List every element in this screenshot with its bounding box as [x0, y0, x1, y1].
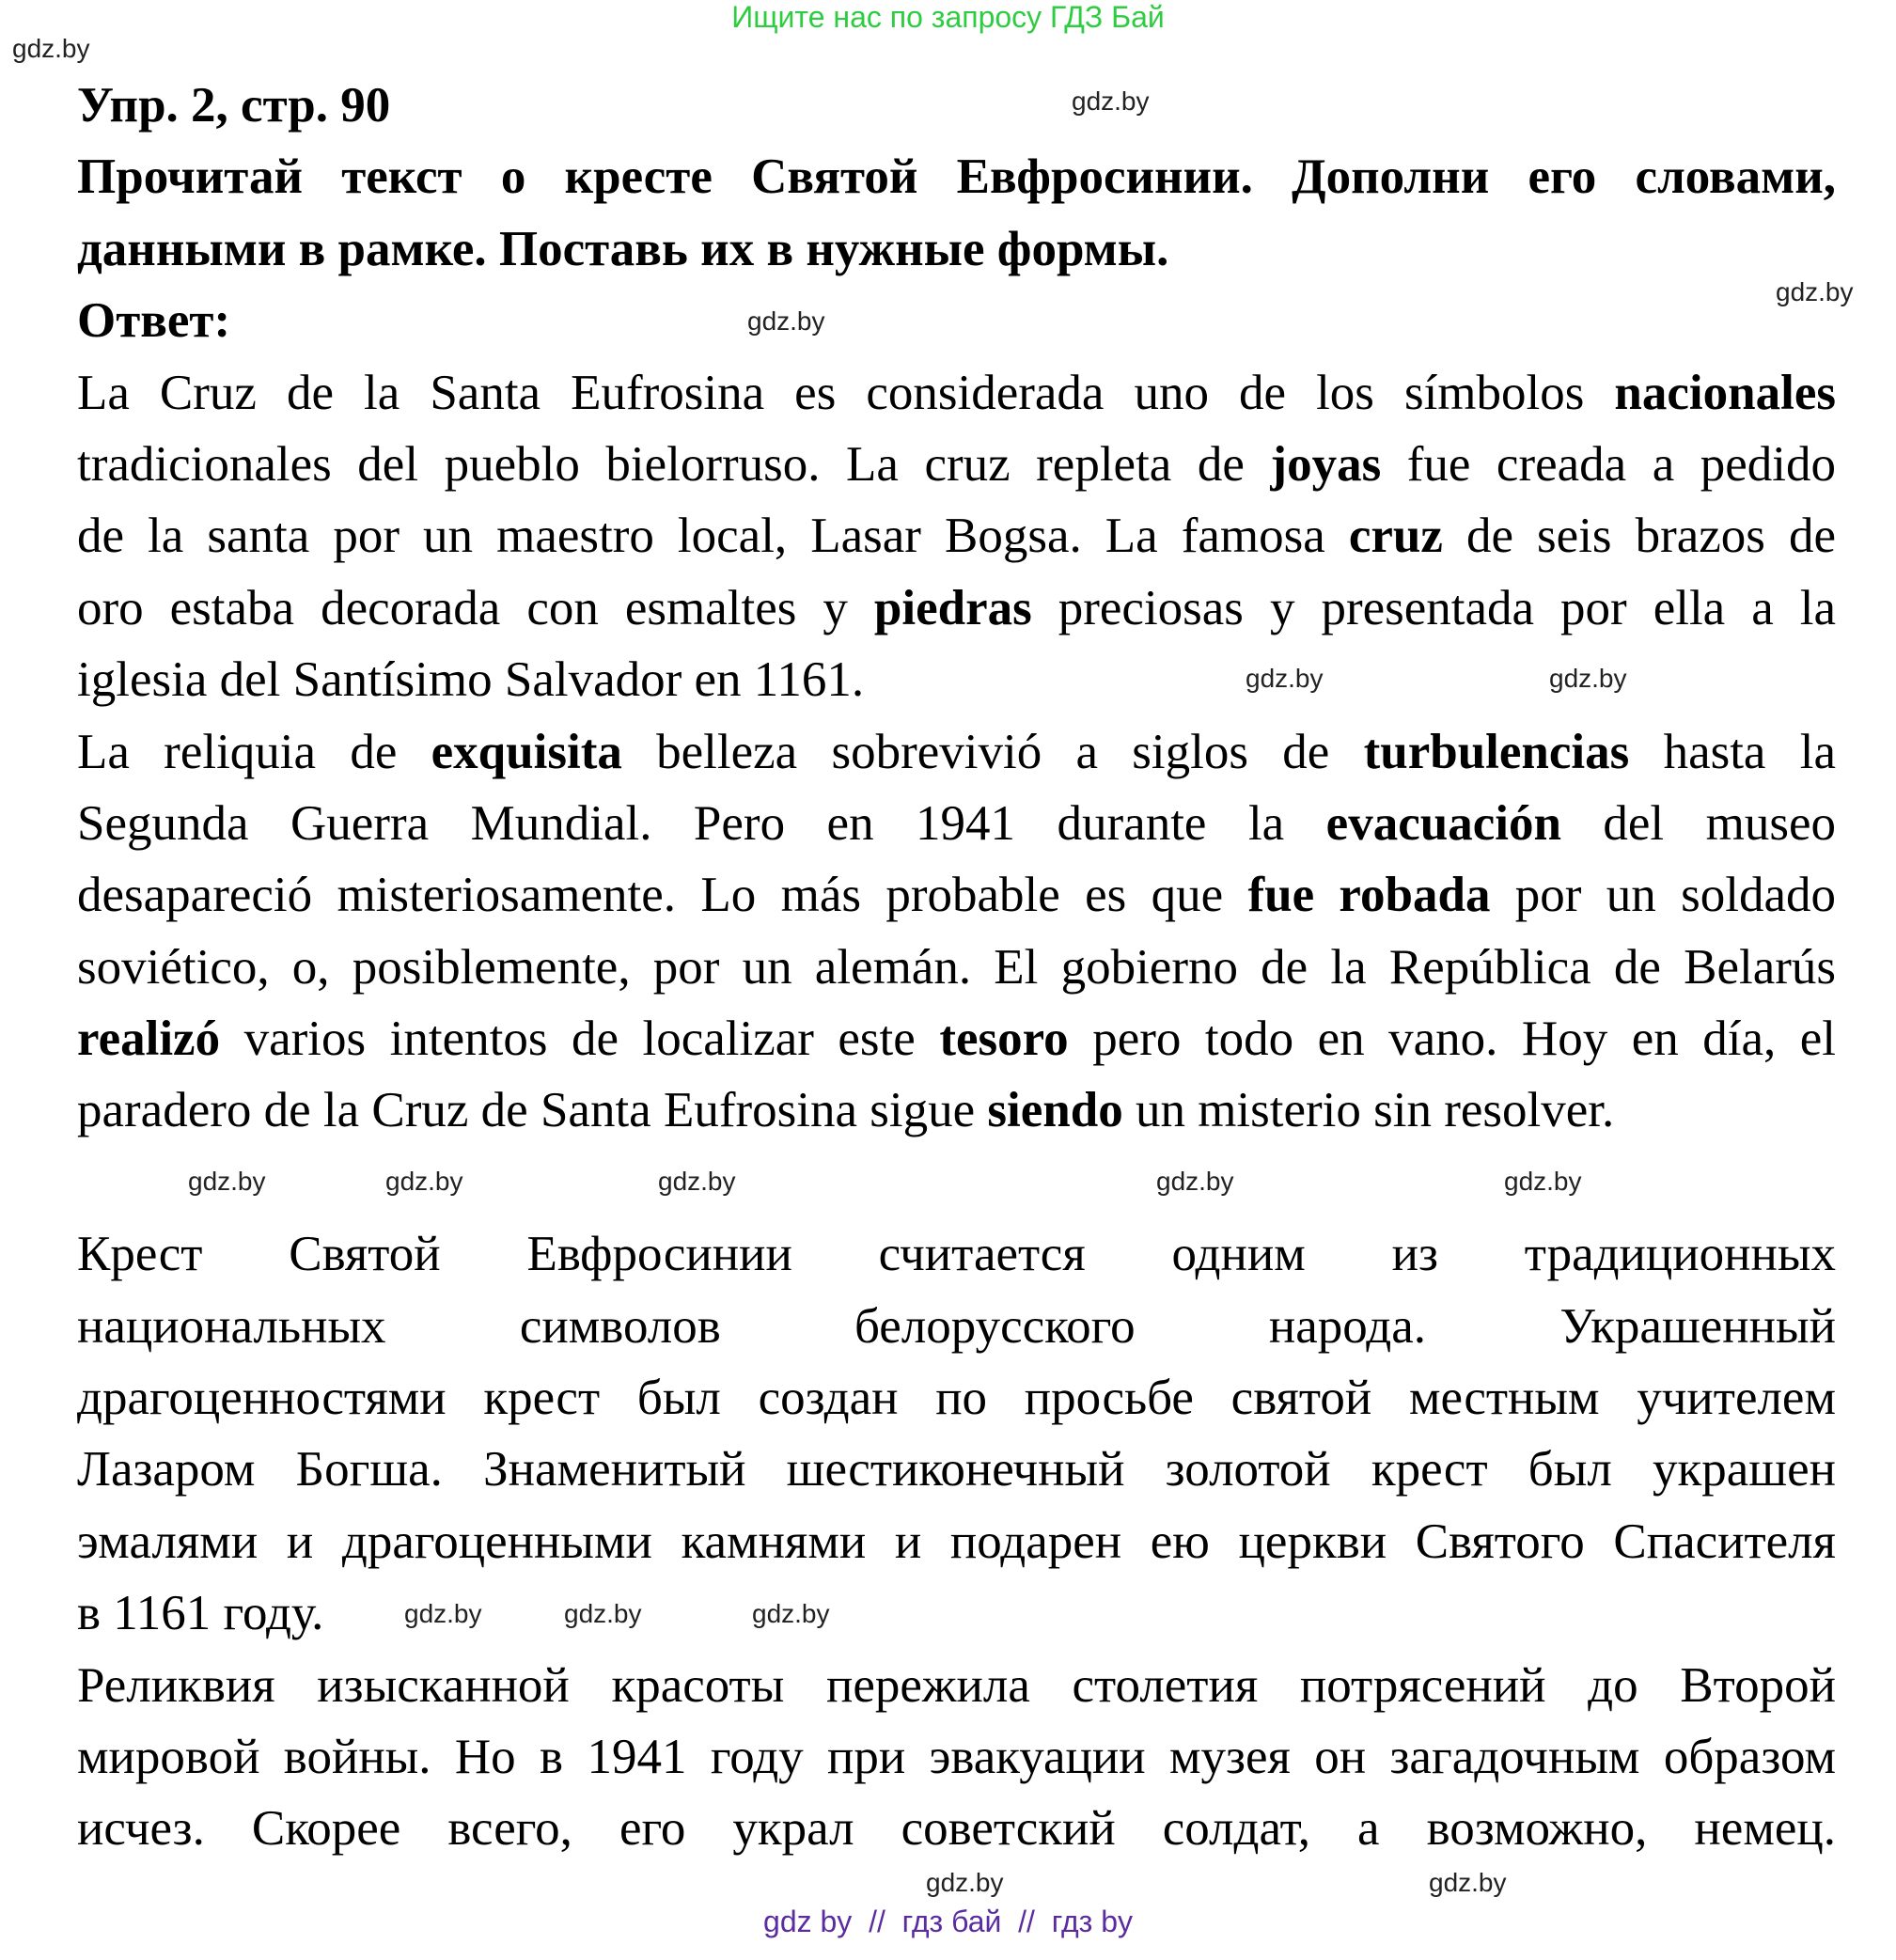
text-segment: Реликвия изысканной красоты пережила столетия потрясений до Второй — [77, 1657, 1836, 1713]
text-line — [77, 1650, 1836, 1721]
text-segment: исчез. Скорее всего, его украл советский солдат, а возможно, немец. — [77, 1801, 1836, 1857]
answer-heading — [77, 285, 1836, 356]
text-segment: oro estaba decorada con esmaltes y — [77, 580, 874, 635]
text-segment: национальных символов белорусского народа. Украшенный — [77, 1298, 1836, 1354]
inserted-word: joyas — [1270, 436, 1382, 492]
text-segment: данными в рамке. Поставь их в нужные формы. — [77, 221, 1169, 276]
text-segment: мировой войны. Но в 1941 году при эвакуации музея он загадочным образом — [77, 1729, 1836, 1784]
document-body — [77, 70, 1836, 1865]
text-segment: un misterio sin resolver. — [1122, 1083, 1615, 1138]
inserted-word: exquisita — [431, 724, 622, 779]
inserted-word: nacionales — [1614, 365, 1836, 420]
text-segment: varios intentos de localizar este — [220, 1011, 940, 1067]
text-line — [77, 1434, 1836, 1505]
inserted-word: piedras — [873, 580, 1032, 635]
text-segment: de la santa por un maestro local, Lasar Bogsa. La famosa — [77, 509, 1349, 564]
text-line — [77, 1577, 1836, 1649]
watermark: gdz.by — [1156, 1167, 1234, 1196]
text-line — [77, 859, 1836, 931]
text-segment: belleza sobrevivió a siglos de — [621, 724, 1364, 779]
watermark: gdz.by — [564, 1599, 642, 1628]
watermark: gdz.by — [926, 1868, 1004, 1897]
inserted-word: fue robada — [1247, 868, 1491, 923]
text-segment: paradero de la Cruz de Santa Eufrosina sigue — [77, 1083, 988, 1138]
text-segment: iglesia del Santísimo Salvador en 1161. — [77, 652, 865, 708]
text-segment: Лазаром Богша. Знаменитый шестиконечный золотой крест был украшен — [77, 1442, 1836, 1497]
watermark: gdz.by — [747, 306, 825, 336]
inserted-word: evacuación — [1325, 795, 1561, 851]
task-text-line — [77, 141, 1836, 212]
text-line — [77, 500, 1836, 572]
footer-links: gdz by // гдз бай // гдз by — [763, 1905, 1133, 1938]
text-segment: Ответ: — [77, 293, 231, 349]
text-segment: La Cruz de la Santa Eufrosina es considerada uno de los símbolos — [77, 365, 1615, 420]
text-segment: эмалями и драгоценными камнями и подарен ею церкви Святого Спасителя — [77, 1513, 1836, 1569]
text-segment: soviético, o, posiblemente, por un alemán. El gobierno de la República de Belarús — [77, 939, 1836, 995]
text-line — [77, 572, 1836, 644]
watermark: gdz.by — [385, 1167, 463, 1196]
text-segment: драгоценностями крест был создан по просьбе святой местным учителем — [77, 1371, 1836, 1426]
text-segment: fue creada a pedido — [1381, 436, 1836, 492]
text-line — [77, 1721, 1836, 1793]
watermark: gdz.by — [1776, 277, 1854, 306]
text-segment: La reliquia de — [77, 724, 431, 779]
inserted-word: realizó — [77, 1011, 221, 1067]
exercise-title — [77, 70, 1836, 141]
watermark: gdz.by — [1429, 1868, 1507, 1897]
inserted-word: turbulencias — [1363, 724, 1630, 779]
text-line — [77, 357, 1836, 429]
text-line — [77, 932, 1836, 1003]
text-line — [77, 1793, 1836, 1864]
text-line — [77, 1291, 1836, 1362]
task-text-line — [77, 213, 1836, 285]
text-segment: в 1161 году. — [77, 1586, 324, 1641]
watermark: gdz.by — [12, 34, 90, 63]
watermark: gdz.by — [1549, 664, 1627, 693]
text-segment: hasta la — [1629, 724, 1836, 779]
text-segment: Крест Святой Евфросинии считается одним из традиционных — [77, 1227, 1836, 1282]
text-line — [77, 429, 1836, 500]
text-segment: pero todo en vano. Hoy en día, el — [1068, 1011, 1836, 1067]
text-line — [77, 1218, 1836, 1290]
text-segment: Прочитай текст о кресте Святой Евфросинии. Дополни его словами, — [77, 149, 1836, 205]
text-segment: tradicionales del pueblo bielorruso. La cruz repleta de — [77, 436, 1271, 492]
inserted-word: tesoro — [939, 1011, 1069, 1067]
text-segment: Упр. 2, стр. 90 — [77, 78, 391, 133]
text-line — [77, 1074, 1836, 1146]
text-segment: de seis brazos de — [1442, 509, 1836, 564]
text-line — [77, 716, 1836, 788]
watermark: gdz.by — [1246, 664, 1324, 693]
text-line — [77, 788, 1836, 859]
text-segment: preciosas y presentada por ella a la — [1031, 580, 1836, 635]
text-segment: del museo — [1560, 795, 1837, 851]
text-line — [77, 1362, 1836, 1434]
watermark: gdz.by — [404, 1599, 482, 1628]
watermark: gdz.by — [658, 1167, 736, 1196]
text-segment: desapareció misteriosamente. Lo más probable es que — [77, 868, 1248, 923]
watermark: gdz.by — [188, 1167, 266, 1196]
watermark: gdz.by — [1072, 86, 1150, 116]
text-segment: por un soldado — [1490, 868, 1836, 923]
watermark: gdz.by — [1504, 1167, 1582, 1196]
inserted-word: siendo — [987, 1083, 1123, 1138]
search-banner: Ищите нас по запросу ГДЗ Бай — [731, 0, 1165, 34]
text-segment: Segunda Guerra Mundial. Pero en 1941 durante la — [77, 795, 1326, 851]
text-line — [77, 1003, 1836, 1074]
inserted-word: cruz — [1348, 509, 1443, 564]
text-line — [77, 1506, 1836, 1577]
watermark: gdz.by — [752, 1599, 830, 1628]
